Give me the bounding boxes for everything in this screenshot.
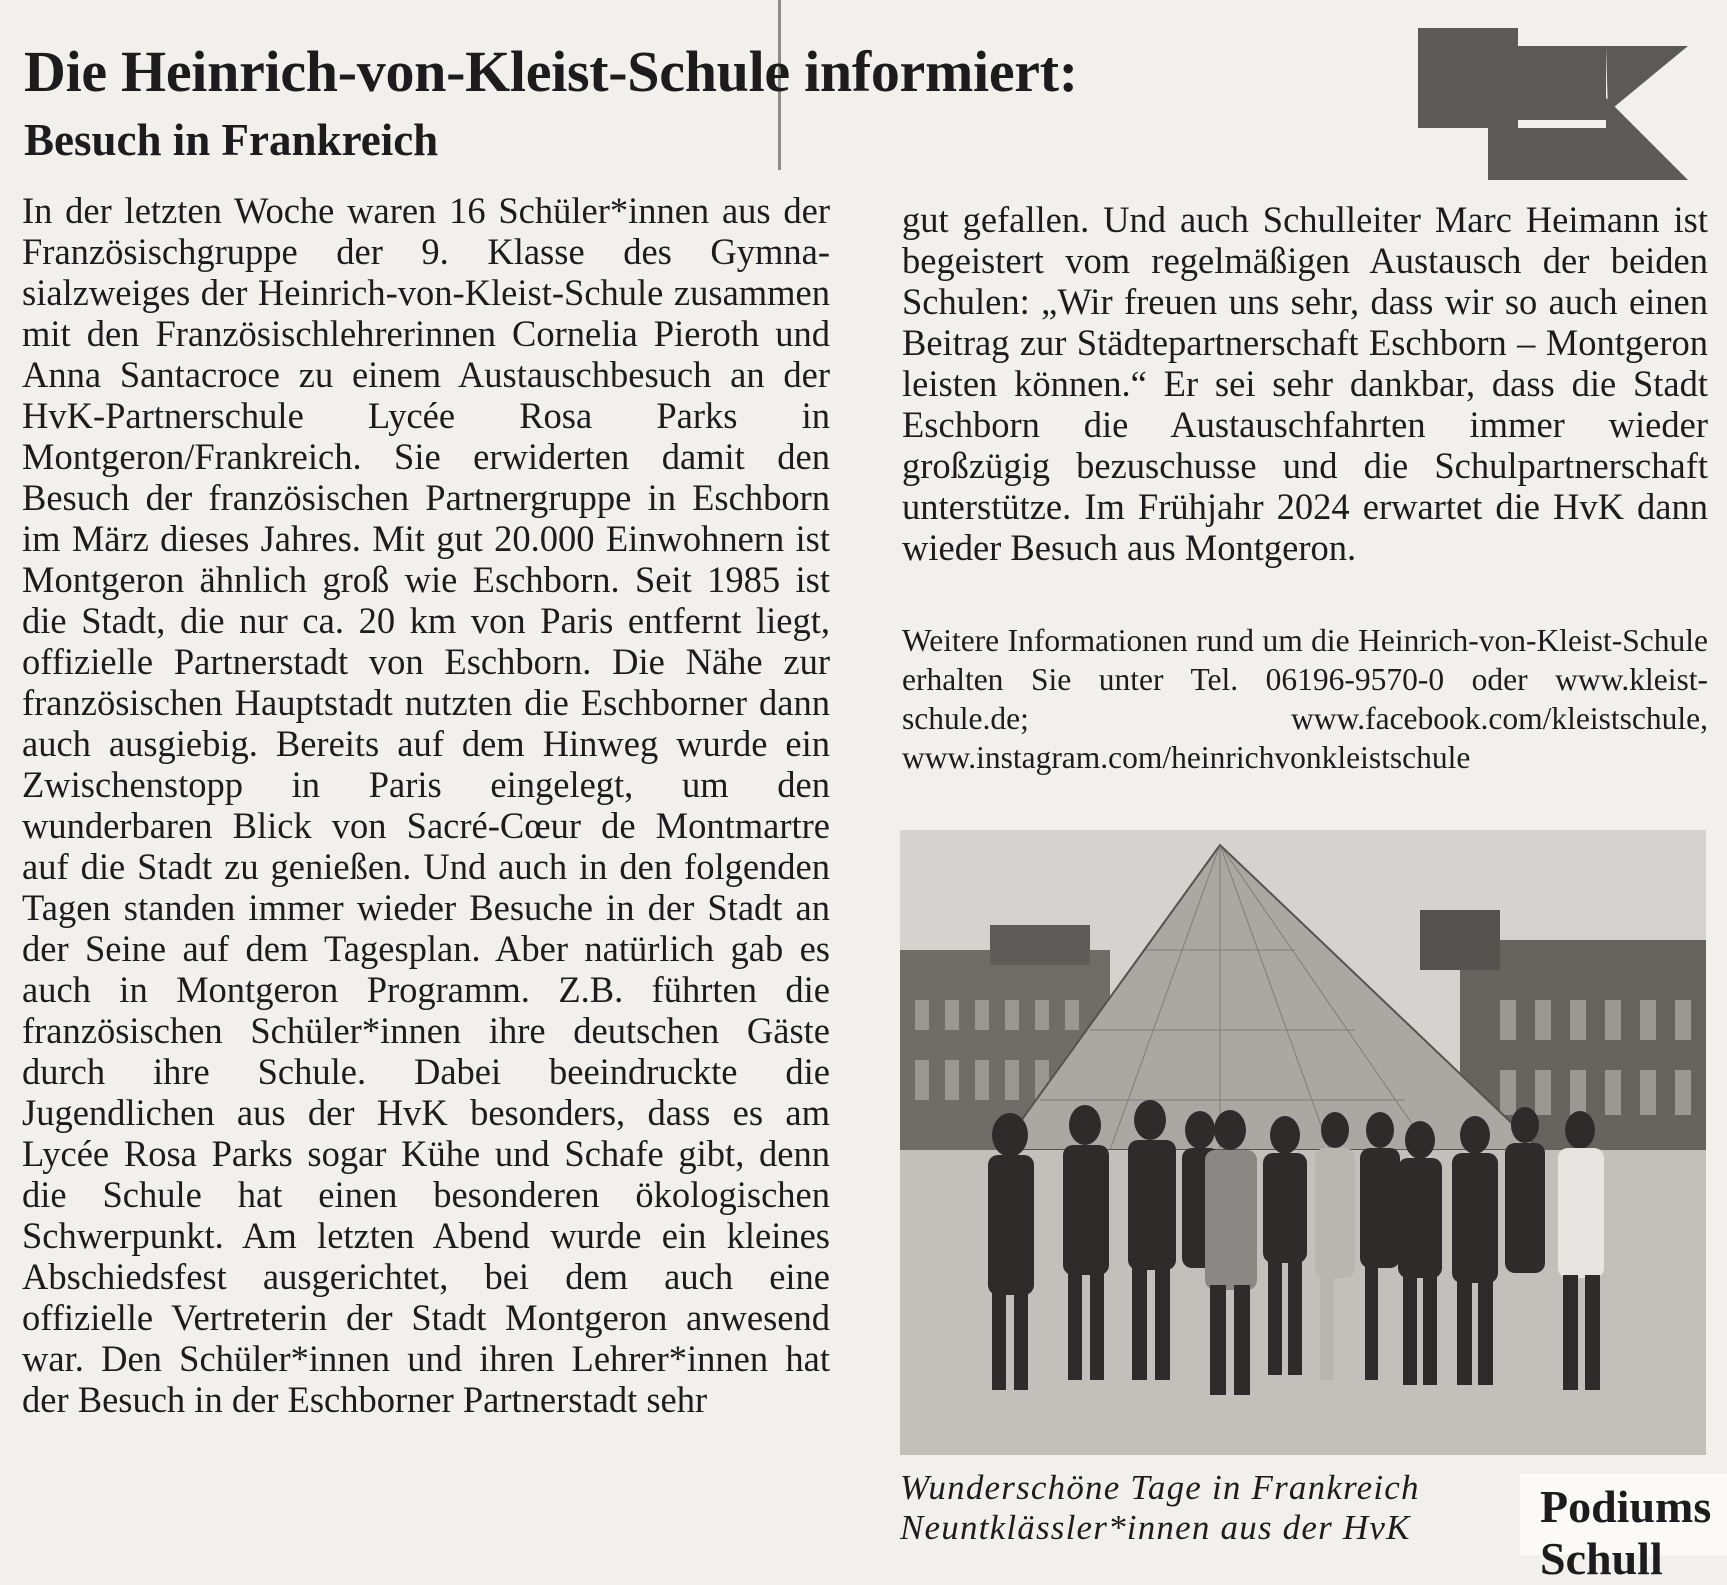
next-article-heading-line2: Schull — [1540, 1533, 1663, 1584]
article-body-right-column: gut gefallen. Und auch Schulleiter Marc Heimann ist begeistert vom regelmäßigen Austausch der beiden Schulen: „Wir freuen uns sehr, dass wir so auch einen Beitrag zur Städtepartnerschaft Eschborn – Montgeron leisten können.“ Er sei sehr dankbar, dass die Stadt Eschborn die Austauschfahrten immer wieder großzügig bezuschusse und die Schulpartnerschaft unterstütze. Im Frühjahr 2024 erwartet die HvK dann wieder Besuch aus Montgeron. — [902, 199, 1708, 568]
school-logo-icon — [1418, 28, 1688, 180]
article-subtitle: Besuch in Frankreich — [24, 115, 439, 165]
article-title: Die Heinrich-von-Kleist-Schule informiert: — [24, 39, 1078, 104]
group-photo-image — [900, 830, 1706, 1455]
next-article-heading: Podiums — [1540, 1481, 1712, 1532]
next-article-teaser — [1520, 1474, 1727, 1584]
caption-line-2: Neuntklässler*innen aus der HvK — [900, 1508, 1411, 1547]
article-body-left-column: In der letzten Woche waren 16 Schüler*innen aus der Französischgruppe der 9. Klasse des Gymnasialzweiges der Heinrich-von-Kleist-Schule zusammen mit den Französischlehrerinnen Cornelia Pieroth und Anna Santacroce zu einem Austauschbesuch an der HvK-Partnerschule Lycée Rosa Parks in Montgeron/Frankreich. Sie erwiderten damit den Besuch der französischen Partnergruppe in Eschborn im März dieses Jahres. Mit gut 20.000 Einwohnern ist Montgeron ähnlich groß wie Eschborn. Seit 1985 ist die Stadt, die nur ca. 20 km von Paris entfernt liegt, offizielle Partnerstadt von Eschborn. Die Nähe zur französischen Hauptstadt nutzten die Eschborner dann auch ausgiebig. Bereits auf dem Hinweg wurde ein Zwischenstopp in Paris eingelegt, um den wunderbaren Blick von Sacré-Cœur de Montmartre auf die Stadt zu genießen. Und auch in den folgenden Tagen standen immer wieder Besuche in der Stadt an der Seine auf dem Tagesplan. Aber natürlich gab es auch in Montgeron Programm. Z.B. führten die französischen Schüler*innen ihre deutschen Gäste durch ihre Schule. Dabei beeindruckte die Jugendlichen aus der HvK besonders, dass es am Lycée Rosa Parks sogar Kühe und Schafe gibt, denn die Schule hat einen besonderen ökologischen Schwerpunkt. Am letzten Abend wurde ein kleines Abschiedsfest ausgerichtet, bei dem auch eine offizielle Vertreterin der Stadt Montgeron anwesend war. Den Schüler*innen und ihren Lehrer*innen hat der Besuch in der Eschborner Partnerstadt sehr — [22, 190, 830, 1420]
contact-info: Weitere Informationen rund um die Heinrich-von-Kleist-Schule erhalten Sie unter Tel. 06196-9570-0 oder www.kleist-schule.de; www.facebook.com/kleistschule, www.instagram.com/heinrichvonkleistschule — [902, 623, 1708, 775]
photo-caption — [900, 1468, 1512, 1548]
caption-line-1: Wunderschöne Tage in Frankreich — [900, 1468, 1420, 1507]
